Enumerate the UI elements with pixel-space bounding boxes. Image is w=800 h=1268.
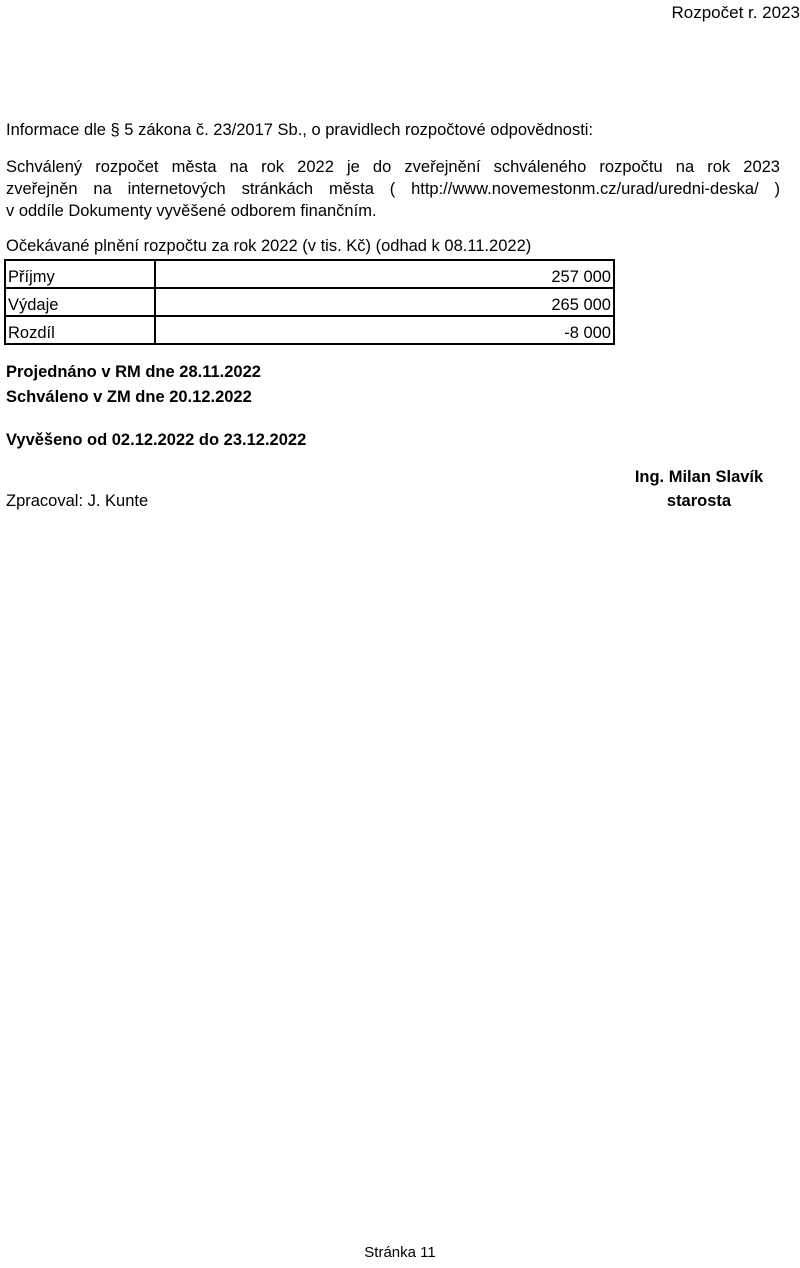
row-value: 257 000 (155, 260, 614, 288)
document-header-title: Rozpočet r. 2023 (671, 3, 800, 22)
table-caption: Očekávané plnění rozpočtu za rok 2022 (v tis. Kč) (odhad k 08.11.2022) (6, 237, 532, 255)
budget-publication-paragraph (6, 156, 780, 222)
intro-text: Informace dle § 5 zákona č. 23/2017 Sb., o pravidlech rozpočtové odpovědnosti: (6, 121, 594, 139)
paragraph-line-2: zveřejněn na internetových stránkách města ( http://www.novemestonm.cz/urad/uredni-deska/ ) (6, 180, 780, 198)
row-value: -8 000 (155, 316, 614, 344)
row-label: Rozdíl (5, 316, 155, 344)
row-label: Výdaje (5, 288, 155, 316)
signatory-role: starosta (666, 492, 732, 510)
table-row (5, 316, 614, 344)
paragraph-line-3: v oddíle Dokumenty vyvěšené odborem finančním. (6, 202, 377, 220)
posted-period-text: Vyvěšeno od 02.12.2022 do 23.12.2022 (6, 431, 307, 449)
table-row (5, 288, 614, 316)
row-label: Příjmy (5, 260, 155, 288)
rm-approval-text: Projednáno v RM dne 28.11.2022 (6, 363, 261, 381)
table-row (5, 260, 614, 288)
signatory-name: Ing. Milan Slavík (634, 468, 764, 486)
prepared-by-text: Zpracoval: J. Kunte (6, 492, 149, 510)
row-value: 265 000 (155, 288, 614, 316)
paragraph-line-1: Schválený rozpočet města na rok 2022 je do zveřejnění schváleného rozpočtu na rok 2023 (6, 158, 780, 176)
budget-table (4, 259, 615, 345)
page-number: Stránka 11 (364, 1244, 436, 1261)
zm-approval-text: Schváleno v ZM dne 20.12.2022 (6, 388, 252, 406)
